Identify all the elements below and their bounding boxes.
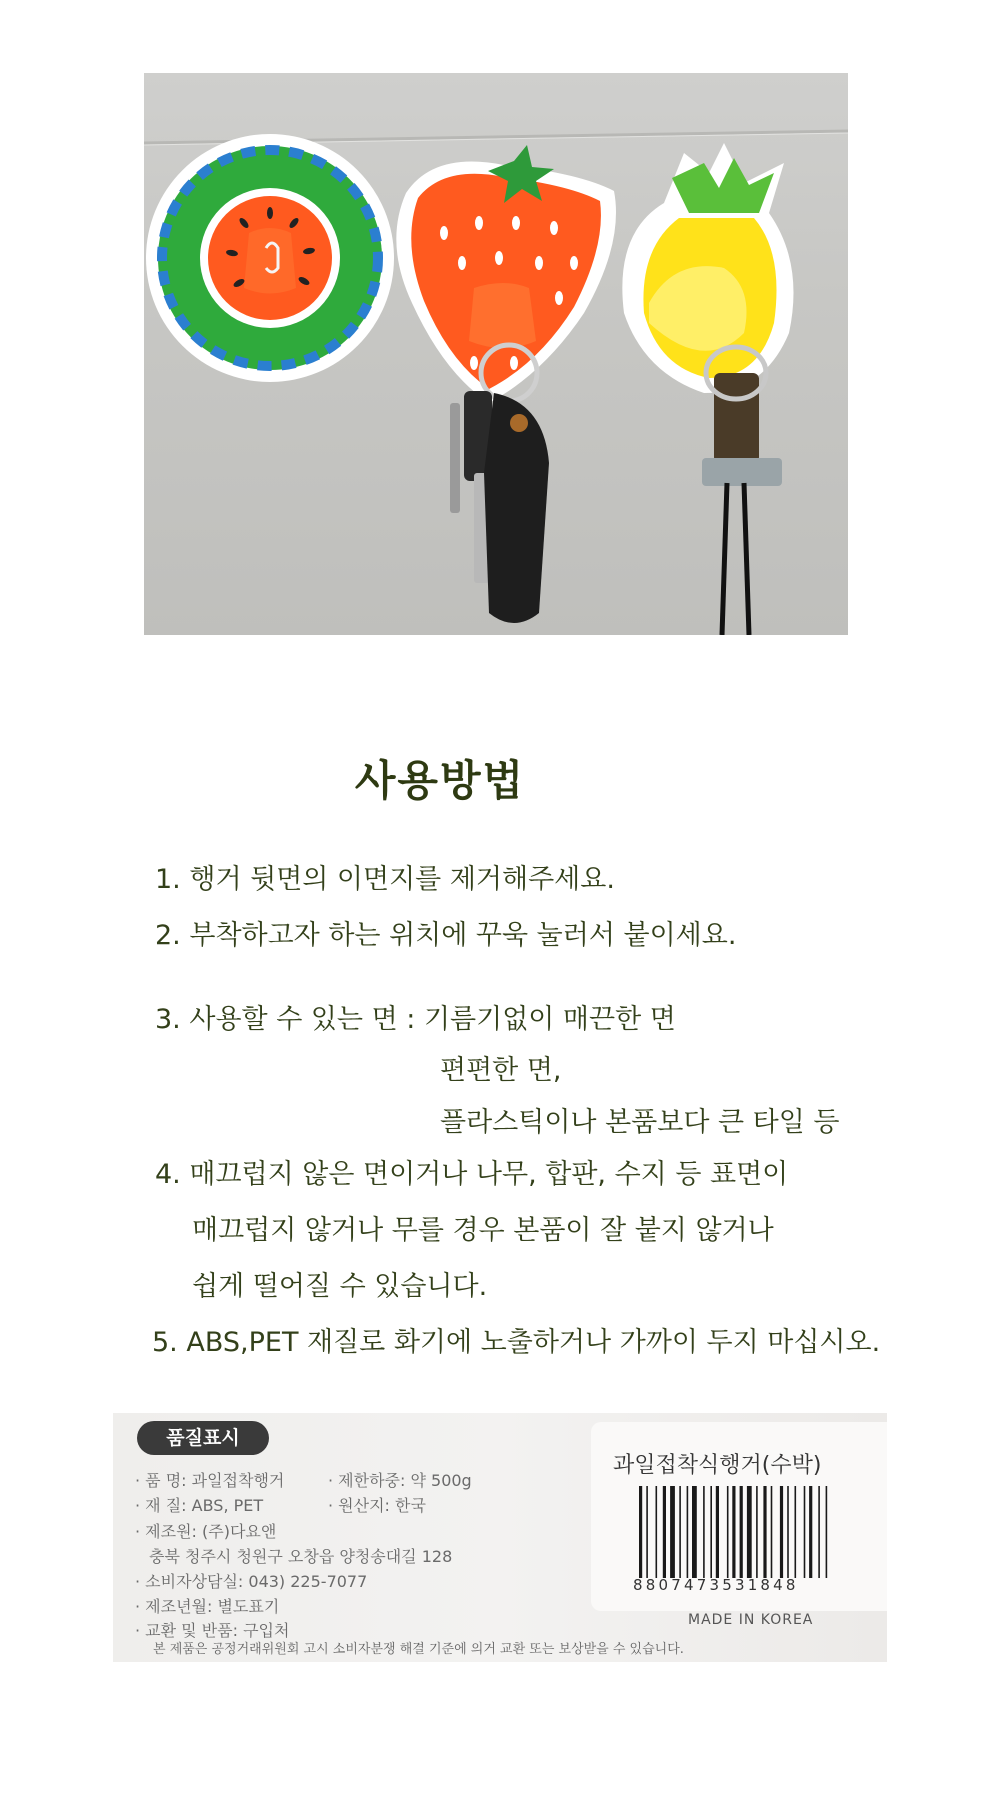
barcode	[639, 1486, 835, 1578]
step-2-text: 부착하고자 하는 위치에 꾸욱 눌러서 붙이세요.	[189, 920, 737, 951]
step-1-text: 행거 뒷면의 이면지를 제거해주세요.	[189, 864, 615, 895]
step-1	[155, 857, 615, 896]
step-4-text: 매끄럽지 않은 면이거나 나무, 합판, 수지 등 표면이	[189, 1159, 789, 1190]
step-4-continuation-1: 매끄럽지 않거나 무를 경우 본품이 잘 붙지 않거나	[192, 1215, 774, 1246]
step-3-continuation-2: 플라스틱이나 본품보다 큰 타일 등	[440, 1107, 840, 1138]
quality-row-cs: · 소비자상담실: 043) 225-7077	[135, 1572, 368, 1591]
step-1-number: 1.	[155, 864, 181, 895]
strawberry-hanger	[396, 145, 616, 623]
quality-row-address: 충북 청주시 청원구 오창읍 양청송대길 128	[149, 1547, 453, 1566]
step-3	[155, 997, 676, 1036]
product-photo	[144, 73, 848, 635]
step-2	[155, 913, 736, 952]
quality-row-name: · 품 명: 과일접착행거	[135, 1471, 285, 1490]
watermelon-hanger	[146, 134, 394, 382]
pineapple-hanger	[622, 143, 793, 635]
quality-badge: 품질표시	[137, 1421, 269, 1455]
step-3-text: 사용할 수 있는 면 : 기름기없이 매끈한 면	[189, 1004, 676, 1035]
step-5-text: ABS,PET 재질로 화기에 노출하거나 가까이 두지 마십시오.	[186, 1327, 881, 1358]
product-name: 과일접착식행거(수박)	[613, 1453, 822, 1478]
quality-label	[113, 1413, 887, 1662]
step-2-number: 2.	[155, 920, 181, 951]
barcode-digits: 8807473531848	[633, 1576, 799, 1594]
made-in-label: MADE IN KOREA	[688, 1612, 814, 1628]
step-4-continuation-2: 쉽게 떨어질 수 있습니다.	[192, 1271, 488, 1302]
quality-row-material: · 재 질: ABS, PET	[135, 1496, 264, 1515]
consumer-notice: 본 제품은 공정거래위원회 고시 소비자분쟁 해결 기준에 의거 교환 또는 보상받을 수 있습니다.	[153, 1642, 684, 1657]
step-5-number: 5.	[152, 1327, 178, 1358]
step-3-continuation-1: 편편한 면,	[440, 1055, 562, 1086]
quality-row-maker: · 제조원: (주)다요앤	[135, 1522, 277, 1541]
usage-title: 사용방법	[354, 756, 526, 805]
step-5	[152, 1320, 880, 1359]
quality-row-refund: · 교환 및 반품: 구입처	[135, 1621, 290, 1640]
step-4	[155, 1152, 788, 1191]
quality-row-date: · 제조년월: 별도표기	[135, 1597, 280, 1616]
step-3-number: 3.	[155, 1004, 181, 1035]
quality-row-load: · 제한하중: 약 500g	[328, 1471, 472, 1490]
step-4-number: 4.	[155, 1159, 181, 1190]
quality-row-origin: · 원산지: 한국	[328, 1496, 426, 1515]
